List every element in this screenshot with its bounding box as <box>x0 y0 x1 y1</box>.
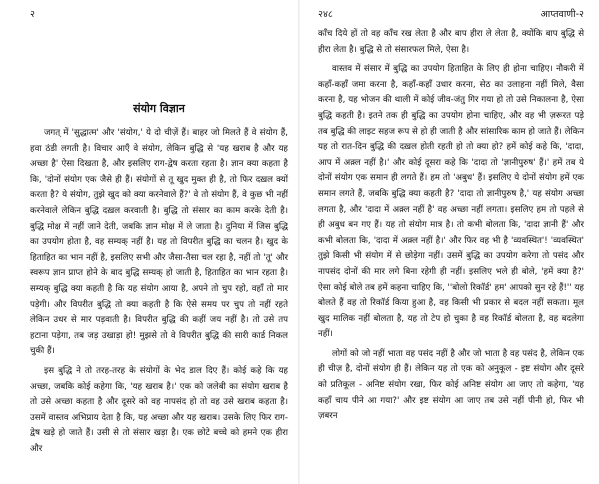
right-paragraph-3: लोगों को जो नहीं भाता वह पसंद नहीं है और जो भाता है वह पसंद है, लेकिन एक ही चीज़ है, दोनों संयोग ही हैं। लेकिन यह तो एक को अनुकूल - इष्ट संयोग और दूसरे को प्रतिकूल - अनिष्ट संयोग रखा, फिर कोई अनिष्ट संयोग आ जाए तो कहेगा, 'यह कहाँ चाय पीने आ गया?' और इष्ट संयोग आ जाए तब उसे नहीं पीनी हो, फिर भी ज़बरन <box>318 348 584 422</box>
right-page-body <box>318 27 584 425</box>
chapter-title: संयोग विज्ञान <box>133 102 185 115</box>
left-paragraph-1: जगत् में 'सुद्धात्म' और 'संयोग,' ये दो चीज़ें हैं। बाहर जो मिलते हैं वे संयोग हैं, हवा ठंडी लगती है। विचार आएँ वे संयोग, लेकिन बुद्धि से 'यह खराब है और यह अच्छा है' ऐसा दिखता है, और इसलिए राग-द्वेष करता रहता है। ज्ञान क्या कहता है कि, 'दोनों संयोग एक जैसे ही हैं। संयोगों से तू खुद मुक्त ही है, तो फिर दख़ल क्यों करता है? ये संयोग, तुझे खुद को क्या करनेवाले हैं?' वे तो संयोग हैं, वे कुछ भी नहीं करनेवाले लेकिन बुद्धि दख़ल करवाती है। बुद्धि तो संसार का काम करके देती है। बुद्धि मोक्ष में नहीं जाने देती, जबकि ज्ञान मोक्ष में ले जाता है। दुनिया में जिस बुद्धि का उपयोग होता है, वह सम्यक् नहीं है। यह तो विपरीत बुद्धि का चलन है। खुद के हिताहित का भान नहीं है, इसलिए सभी और जैसा-तैसा चल रहा है, नहीं तो 'तू' और स्वरूप ज्ञान प्राप्त होने के बाद बुद्धि सम्यक् हो जाती है, हिताहित का भान रहता है। सम्यक् बुद्धि क्या कहती है कि यह संयोग आया है, अपने तो चुप रहो, वहाँ तो मार पड़ेगी। और विपरीत बुद्धि तो क्या कहती है कि ऐसे समय पर चुप तो नहीं रहते लेकिन उधर से मार पड़वाती है। विपरीत बुद्धि की कहीं जय नहीं है। तो उसे तप हटाना पड़ेगा, तब जड़ उखाड़ा हो! मुझसे तो वे विपरीत बुद्धि की सारी कार्ड निकल चुकी हैं। <box>30 128 288 357</box>
right-page-number: २४८ <box>318 9 333 20</box>
running-title: आप्तवाणी-२ <box>540 9 584 20</box>
left-running-head <box>30 8 288 22</box>
right-paragraph-1: काँच दिये हों तो वह काँच रख लेता है और बाप हीरा ले लेता है, क्योंकि बाप बुद्धि से हीरा लेता है। बुद्धि से तो संसारफल मिले, ऐसा है। <box>318 29 584 55</box>
book-gutter <box>298 0 300 484</box>
right-paragraph-2: वास्तव में संसार में बुद्धि का उपयोग हिताहित के लिए ही होना चाहिए। नौकरी में कहाँ-कहाँ जमा करना है, कहाँ-कहाँ उधार करना, सेठ का उलाहना नहीं मिले, वैसा करना है, यह भोजन की थाली में कोई जीव-जंतु गिर गया हो तो उसे निकालना है, ऐसा बुद्धि कहती है। इतने तक ही बुद्धि का उपयोग होना चाहिए, और वह भी ज़रूरत पड़े तब बुद्धि की लाइट सहज रूप से हो ही जाती है और सांसारिक काम हो जाते हैं। लेकिन यह तो रात-दिन बुद्धि की दख़ल होती रहती हो तो क्या हो? हमें कोई कहे कि, 'दादा, आप में अक़्ल नहीं है।' और कोई दूसरा कहे कि 'दादा तो 'ज्ञानीपुरुष' हैं।' हमें तब ये दोनों संयोग एक समान ही लगते हैं। हम तो 'अबुध' हैं। इसलिए ये दोनों संयोग हमें एक समान लगते हैं, जबकि बुद्धि क्या कहती है? 'दादा तो ज्ञानीपुरुष है,' यह संयोग अच्छा लगता है, और 'दादा में अक़्ल नहीं है' वह अच्छा नहीं लगता। इसलिए हम तो पहले से ही अबुध बन गए हैं। यह तो संयोग मात्र है। तो कभी बोलता कि, 'दादा ज्ञानी हैं' और कभी बोलता कि, 'दादा में अक़्ल नहीं है।' और फिर वह भी है 'व्यवस्थित'! 'व्यवस्थित' तुझे किसी भी संयोग में से छोड़ेगा नहीं। उसमें बुद्धि का उपयोग करेगा तो पसंद और नापसंद दोनों की मार लगे बिना रहेगी ही नहीं। इसलिए भले ही बोले, 'हमें क्या है?' ऐसा कोई बोले तब हमें कहना चाहिए कि, ''बोलो रिकॉर्ड' हम' आपको सुन रहे हैं!'' यह बोलते हैं वह तो रिकॉर्ड किया हुआ है, वह किसी भी प्रकार से बदल नहीं सकता। मूल खुद मालिक नहीं बोलता है, यह तो टेप हो चुका है वह रिकॉर्ड बोलता है, वह बदलेगा नहीं। <box>318 64 584 340</box>
right-running-head <box>318 8 584 22</box>
left-page-number: २ <box>30 9 35 20</box>
left-paragraph-2: इस बुद्धि ने तो तरह-तरह के संयोगों के भेद डाल दिए हैं। कोई कहे कि यह अच्छा, जबकि कोई कहेगा कि, 'यह खराब है।' एक को जलेबी का संयोग खराब है तो उसे अच्छा कहता है और दूसरे को वह नापसंद हो तो वह उसे खराब कहता है। उसमें वास्तव अभिप्राय देता है कि, यह अच्छा और यह खराब। उसके लिए फिर राग-द्वेष खड़े हो जाते हैं। उसी से तो संसार खड़ा है। एक छोटे बच्चे को हमने एक हीरा और <box>30 365 288 454</box>
left-page-body <box>30 126 288 457</box>
